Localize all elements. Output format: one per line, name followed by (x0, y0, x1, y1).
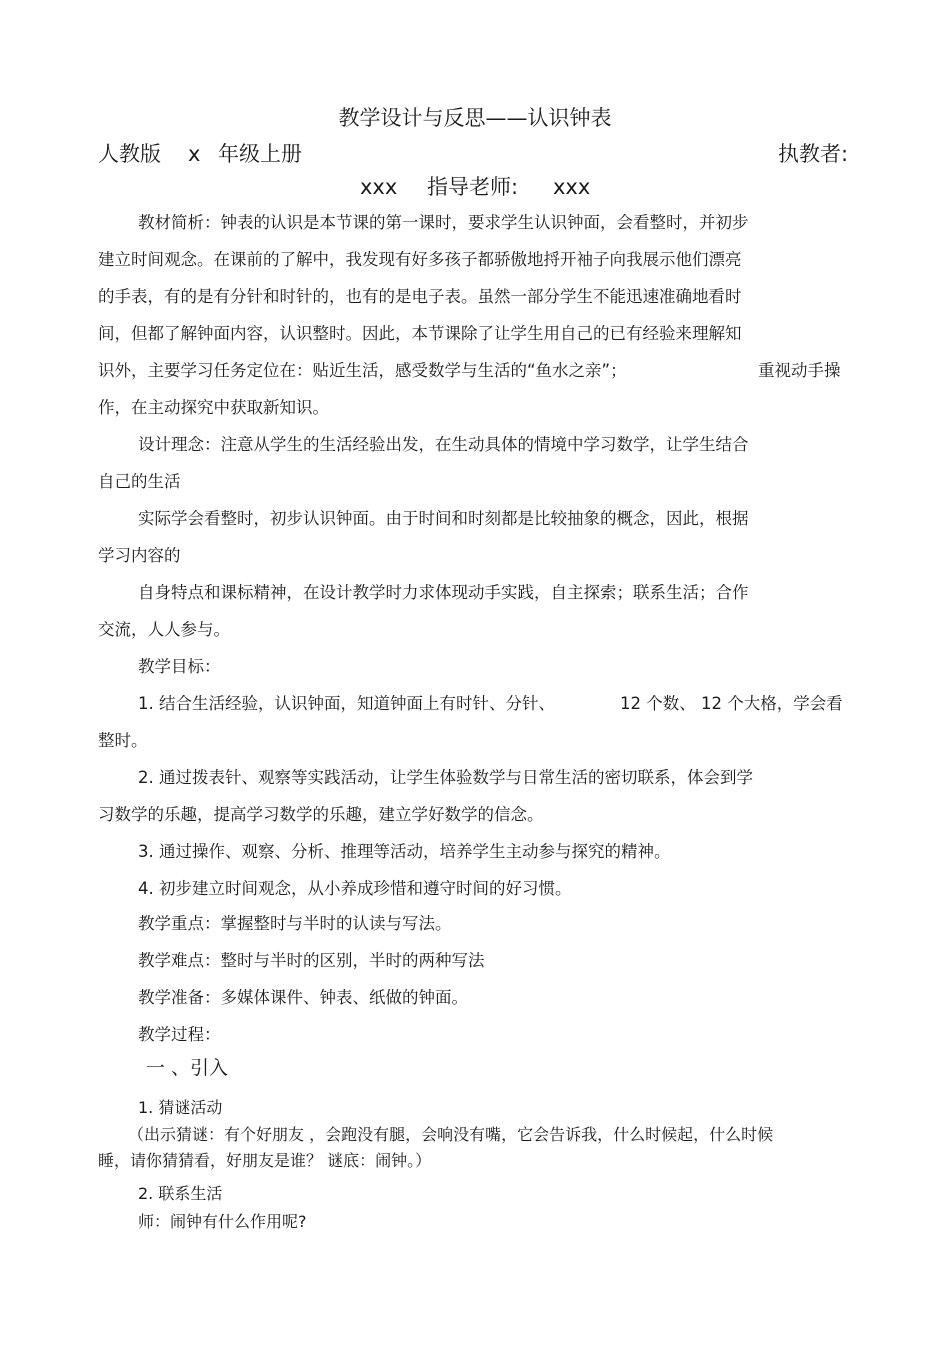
body-line: 学习内容的 (98, 546, 181, 565)
grade-label: 年级上册 (218, 142, 302, 166)
body-line: 自身特点和课标精神，在设计教学时力求体现动手实践，自主探索；联系生活；合作 (138, 583, 749, 602)
body-line: 实际学会看整时，初步认识钟面。由于时间和时刻都是比较抽象的概念，因此，根据 (138, 509, 749, 528)
objective-item: 2. 通过拨表针、观察等实践活动，让学生体验数学与日常生活的密切联系，体会到学 (138, 768, 753, 787)
section-heading: 教学目标： (138, 657, 221, 676)
body-line: 重视动手操 (758, 361, 841, 380)
advisor-label: 指导老师: (427, 175, 519, 199)
section-heading: 一 、引入 (146, 1057, 229, 1079)
objective-item: 整时。 (98, 731, 148, 750)
edition-label: 人教版 (98, 142, 161, 166)
body-line: 建立时间观念。在课前的了解中，我发现有好多孩子都骄傲地捋开袖子向我展示他们漂亮 (98, 250, 742, 269)
body-line: 自己的生活 (98, 472, 181, 491)
document-title: 教学设计与反思——认识钟表 (338, 106, 612, 130)
grade-x: x (188, 142, 201, 166)
body-line: 教材简析：钟表的认识是本节课的第一课时，要求学生认识钟面，会看整时，并初步 (138, 213, 749, 232)
body-line: 作，在主动探究中获取新知识。 (98, 398, 329, 417)
subsection-heading: 2. 联系生活 (138, 1184, 223, 1203)
difficulties: 教学难点：整时与半时的区别，半时的两种写法 (138, 951, 485, 970)
body-line: 识外，主要学习任务定位在：贴近生活，感受数学与生活的“鱼水之亲”； (98, 361, 627, 380)
key-points: 教学重点：掌握整时与半时的认读与写法。 (138, 914, 452, 933)
objective-item: 3. 通过操作、观察、分析、推理等活动，培养学生主动参与探究的精神。 (138, 842, 671, 861)
advisor-name: xxx (553, 175, 591, 199)
body-line: 设计理念：注意从学生的生活经验出发，在生动具体的情境中学习数学，让学生结合 (138, 435, 749, 454)
teacher-name: xxx (360, 175, 398, 199)
subsection-heading: 1. 猜谜活动 (138, 1098, 223, 1117)
body-line: 师：闹钟有什么作用呢? (138, 1212, 307, 1231)
teacher-label: 执教者: (778, 142, 849, 166)
body-line: 间，但都了解钟面内容，认识整时。因此，本节课除了让学生用自己的已有经验来理解知 (98, 324, 742, 343)
objective-item: 1. 结合生活经验，认识钟面，知道钟面上有时针、分针、 (138, 694, 555, 713)
body-line: 的手表，有的是有分针和时针的，也有的是电子表。虽然一部分学生不能迅速准确地看时 (98, 287, 742, 306)
objective-item: 12 个数、 12 个大格，学会看 (620, 694, 843, 713)
objective-item: 习数学的乐趣，提高学习数学的乐趣，建立学好数学的信念。 (98, 805, 544, 824)
section-heading: 教学过程： (138, 1025, 221, 1044)
body-line: 睡，请你猜猜看，好朋友是谁？ 谜底：闹钟。） (98, 1151, 432, 1170)
preparation: 教学准备：多媒体课件、钟表、纸做的钟面。 (138, 988, 468, 1007)
objective-item: 4. 初步建立时间观念，从小养成珍惜和遵守时间的好习惯。 (138, 879, 572, 898)
body-line: 交流，人人参与。 (98, 620, 230, 639)
body-line: （出示猜谜：有个好朋友 ，会跑没有腿，会响没有嘴，它会告诉我，什么时候起，什么时候 (128, 1125, 774, 1144)
